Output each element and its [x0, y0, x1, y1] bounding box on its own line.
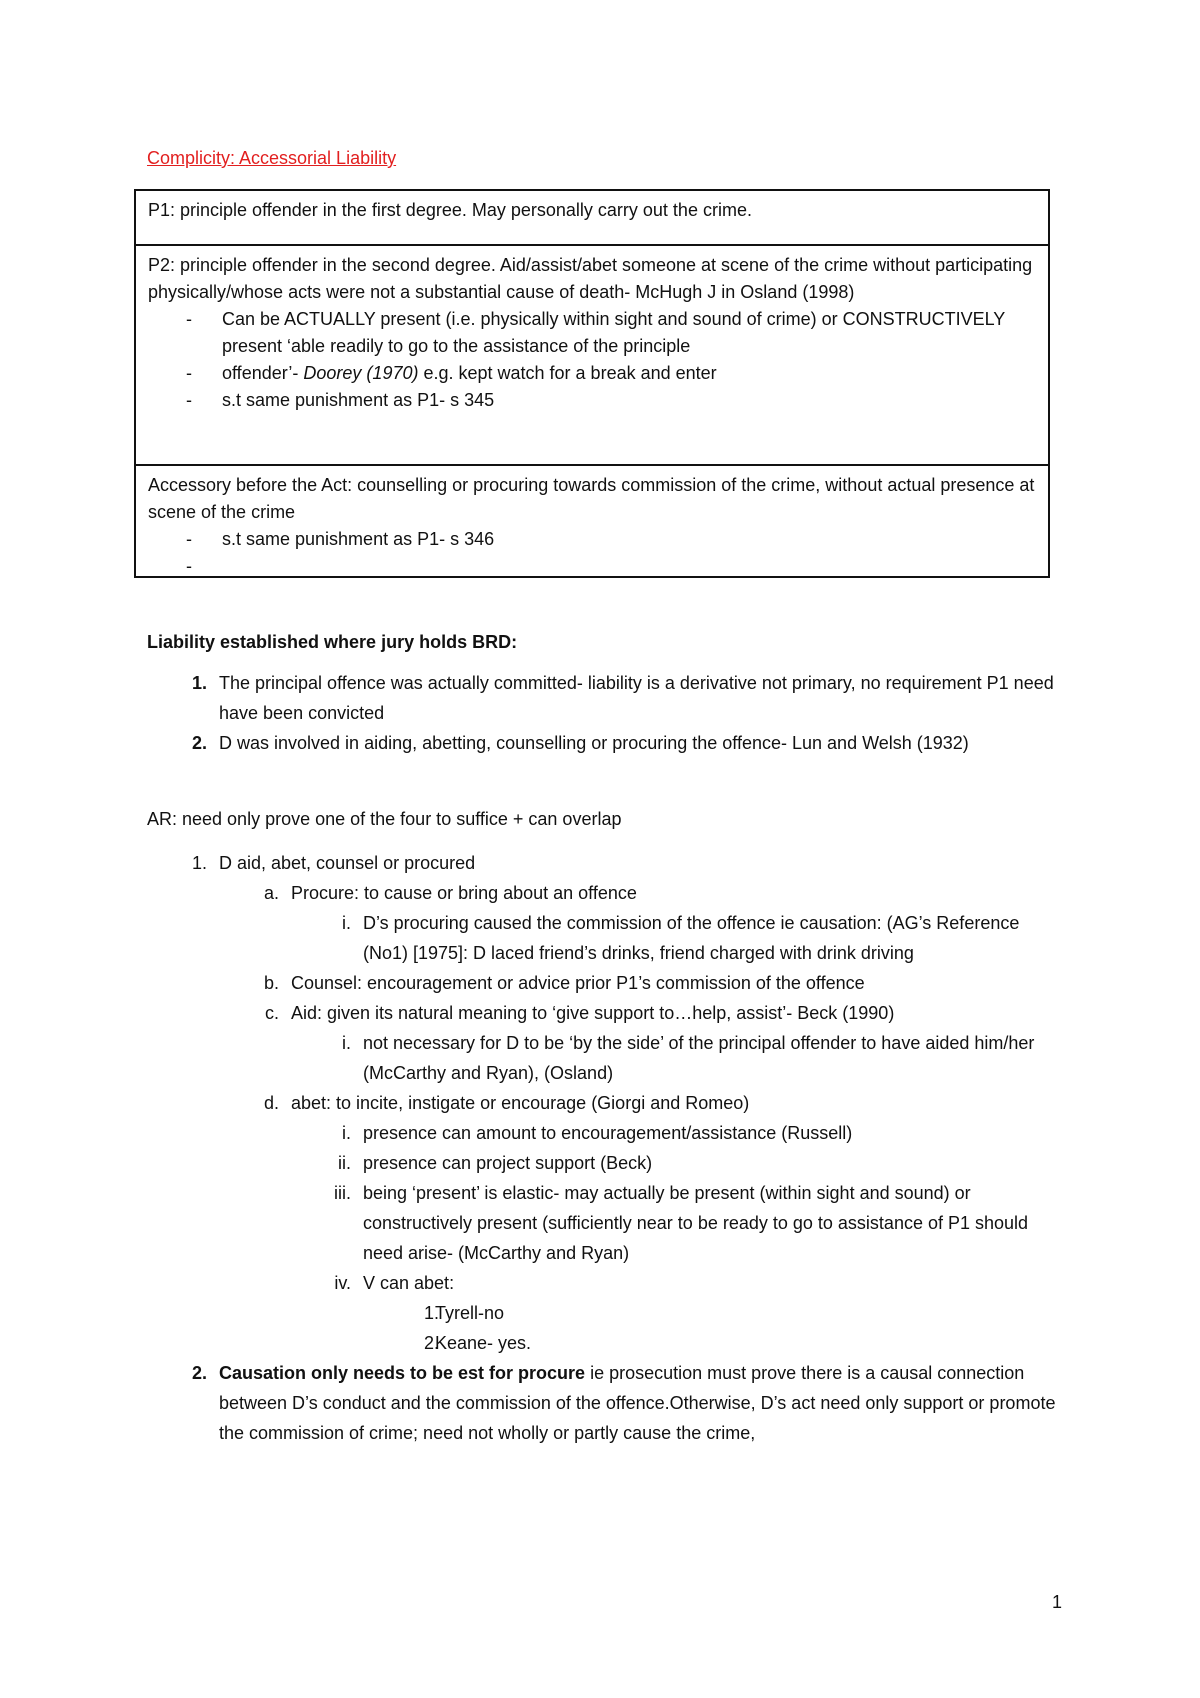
sub-sub-item-text: D’s procuring caused the commission of the offence ie causation: (AG’s Reference (No1) [1975]: D laced friend’s drinks, friend charged with drink driving [363, 913, 1020, 963]
sub-marker: d. [263, 1093, 279, 1113]
liability-list [147, 668, 1057, 758]
p2-intro: P2: principle offender in the second degree. Aid/assist/abet someone at scene of the crime without participating physically/whose acts were not a substantial cause of death- McHugh J in Osland (1998) [148, 255, 1033, 302]
nested-item-text: Keane- yes. [435, 1333, 532, 1353]
roman-marker: i. [342, 1123, 351, 1143]
table-row-accessory [134, 464, 1050, 578]
sub-item-text: Procure: to cause or bring about an offence [291, 883, 637, 903]
p2-bullet: - s.t same punishment as P1- s 345 [148, 387, 1036, 414]
sub-marker: a. [263, 883, 279, 903]
accessory-bullets [148, 526, 1036, 553]
table-row-p2 [134, 244, 1050, 466]
ar-list [147, 848, 1057, 1448]
sub-item-text: abet: to incite, instigate or encourage (Giorgi and Romeo) [291, 1093, 750, 1113]
p2-bullet-text: offender’- [222, 363, 299, 383]
list-marker: 2. [191, 1363, 207, 1383]
list-item-text: The principal offence was actually committed- liability is a derivative not primary, no requirement P1 need have been convicted [219, 673, 1054, 723]
list-marker: 2. [191, 733, 207, 753]
list-item [147, 848, 1057, 1358]
p2-bullet-text: e.g. kept watch for a break and enter [418, 363, 717, 383]
ar-heading: AR: need only prove one of the four to suffice + can overlap [147, 809, 622, 829]
sub-item [219, 998, 1057, 1088]
list-item-text: ie prosecution must prove there is a causal connection between D’s conduct and the commission of the offence.Otherwise, D’s act need only support or promote the commission of crime; need not wholly or partly cause the crime, [219, 1363, 1056, 1443]
list-item [147, 1358, 1057, 1448]
p1-text: P1: principle offender in the first degree. May personally carry out the crime. [148, 200, 752, 220]
list-item-bold-text: Causation only needs to be est for procure [219, 1363, 586, 1383]
sub-sub-item [291, 1178, 1057, 1268]
accessory-bullet: - s.t same punishment as P1- s 346 [148, 526, 1036, 553]
p2-bullets [148, 306, 1036, 414]
sub-item [219, 1088, 1057, 1358]
nested-item-text: Tyrell-no [435, 1303, 505, 1323]
sub-sub-item-text: not necessary for D to be ‘by the side’ of the principal offender to have aided him/her (McCarthy and Ryan), (Osland) [363, 1033, 1035, 1083]
sub-sub-item-text: presence can amount to encouragement/assistance (Russell) [363, 1123, 853, 1143]
nested-item [363, 1328, 1057, 1358]
accessory-intro: Accessory before the Act: counselling or procuring towards commission of the crime, without actual presence at scene of the crime [148, 475, 1035, 522]
roman-marker: i. [342, 1033, 351, 1053]
sub-sub-item [291, 1268, 1057, 1358]
sub-sub-item [291, 1118, 1057, 1148]
list-item-text: D was involved in aiding, abetting, counselling or procuring the offence- Lun and Welsh (1932) [219, 733, 969, 753]
roman-marker: i. [342, 913, 351, 933]
sub-sub-item [291, 908, 1057, 968]
p2-bullet [148, 360, 1036, 387]
page-number: 1 [1052, 1592, 1063, 1612]
sub-marker: b. [263, 973, 279, 993]
sub-item-text: Aid: given its natural meaning to ‘give support to…help, assist’- Beck (1990) [291, 1003, 895, 1023]
roman-marker: iii. [334, 1183, 351, 1203]
sub-item [219, 878, 1057, 968]
list-item [147, 668, 1057, 728]
sub-sub-item-text: presence can project support (Beck) [363, 1153, 653, 1173]
roman-marker: iv. [334, 1273, 351, 1293]
list-item [147, 728, 1057, 758]
case-citation: Doorey (1970) [303, 363, 419, 383]
sub-sub-item [291, 1148, 1057, 1178]
sub-sub-item-text: being ‘present’ is elastic- may actually be present (within sight and sound) or constructively present (sufficiently near to be ready to go to assistance of P1 should need arise- (McCarthy and Ryan) [363, 1183, 1029, 1263]
list-marker: 1. [191, 853, 207, 873]
list-marker: 1. [191, 673, 207, 693]
list-item-text: D aid, abet, counsel or procured [219, 853, 476, 873]
sub-marker: c. [264, 1003, 279, 1023]
sub-sub-item-text: V can abet: [363, 1273, 455, 1293]
sub-item-text: Counsel: encouragement or advice prior P1’s commission of the offence [291, 973, 865, 993]
table-row-p1 [134, 189, 1050, 246]
liability-heading: Liability established where jury holds BRD: [147, 632, 518, 652]
p2-bullet: - Can be ACTUALLY present (i.e. physically within sight and sound of crime) or CONSTRUCTIVELY present ‘able readily to go to the assistance of the principle [148, 306, 1036, 360]
nested-item [363, 1298, 1057, 1328]
roman-marker: ii. [338, 1153, 351, 1173]
document-title: Complicity: Accessorial Liability [147, 148, 397, 168]
sub-sub-item [291, 1028, 1057, 1088]
nested-marker: 1. [423, 1303, 439, 1323]
sub-item [219, 968, 1057, 998]
nested-marker: 2. [423, 1333, 439, 1353]
